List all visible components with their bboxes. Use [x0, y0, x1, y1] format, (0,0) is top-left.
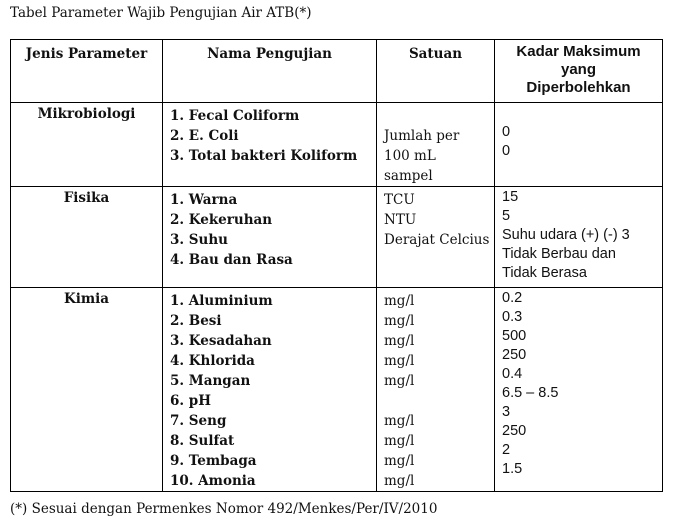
- unit-value: mg/l: [384, 373, 415, 389]
- header-kadar-line: yang: [560, 61, 596, 78]
- category-label: Kimia: [63, 291, 110, 307]
- test-name: 2. Kekeruhan: [170, 212, 273, 228]
- units-cell: [377, 103, 495, 187]
- unit-value: mg/l: [384, 453, 415, 469]
- header-kadar-line: Kadar Maksimum: [516, 43, 641, 60]
- category-cell: [11, 288, 163, 492]
- group-row-kimia: [11, 288, 663, 492]
- tests-cell: [163, 103, 377, 187]
- max-value: 2: [502, 442, 511, 458]
- max-value: 0.2: [502, 290, 523, 306]
- test-name: 1. Aluminium: [170, 293, 273, 309]
- max-value: 3: [502, 404, 511, 420]
- test-name: 5. Mangan: [170, 373, 251, 389]
- max-value: 0.3: [502, 309, 523, 325]
- tests-cell: [163, 187, 377, 288]
- header-satuan: Satuan: [377, 40, 495, 103]
- unit-value: mg/l: [384, 293, 415, 309]
- max-value: Tidak Berbau dan: [502, 246, 616, 262]
- max-value: 0: [502, 124, 511, 140]
- unit-value: mg/l: [384, 413, 415, 429]
- unit-value: mg/l: [384, 353, 415, 369]
- test-name: 2. E. Coli: [170, 128, 239, 144]
- test-name: 6. pH: [170, 393, 211, 409]
- max-value: [502, 104, 662, 123]
- test-name: 9. Tembaga: [170, 453, 257, 469]
- header-row: [11, 40, 663, 103]
- header-kadar-maksimum: [495, 40, 663, 103]
- test-name: 7. Seng: [170, 413, 227, 429]
- max-value: Suhu udara (+) (-) 3: [502, 227, 630, 243]
- test-name: 4. Khlorida: [170, 353, 255, 369]
- group-row-fisika: [11, 187, 663, 288]
- table-title: Tabel Parameter Wajib Pengujian Air ATB(*): [10, 5, 312, 21]
- category-cell: [11, 103, 163, 187]
- max-value: Tidak Berasa: [502, 265, 587, 281]
- test-name: 8. Sulfat: [170, 433, 235, 449]
- max-value: 1.5: [502, 461, 523, 477]
- group-row-mikrobiologi: [11, 103, 663, 187]
- test-name: 3. Kesadahan: [170, 333, 272, 349]
- units-cell: [377, 288, 495, 492]
- category-label: Fisika: [63, 190, 110, 206]
- test-name: 3. Suhu: [170, 232, 228, 248]
- test-name: 1. Fecal Coliform: [170, 108, 300, 124]
- header-jenis-parameter: Jenis Parameter: [11, 40, 163, 103]
- category-label: Mikrobiologi: [37, 106, 136, 122]
- unit-value: TCU: [384, 192, 415, 208]
- max-value: 15: [502, 189, 519, 205]
- unit-value: mg/l: [384, 313, 415, 329]
- values-cell: [495, 288, 663, 492]
- unit-value: NTU: [384, 212, 417, 228]
- max-value: 6.5 – 8.5: [502, 385, 559, 401]
- unit-value: Jumlah per: [384, 128, 460, 144]
- test-name: 10. Amonia: [170, 473, 256, 489]
- unit-value: mg/l: [384, 333, 415, 349]
- values-cell: [495, 103, 663, 187]
- max-value: 0: [502, 143, 511, 159]
- unit-value: [384, 391, 494, 411]
- test-name: 3. Total bakteri Koliform: [170, 148, 358, 164]
- units-cell: [377, 187, 495, 288]
- test-name: 4. Bau dan Rasa: [170, 252, 293, 268]
- unit-value: 100 mL: [384, 148, 436, 164]
- values-cell: [495, 187, 663, 288]
- test-name: 2. Besi: [170, 313, 222, 329]
- unit-value: mg/l: [384, 473, 415, 489]
- header-kadar-line: Diperbolehkan: [526, 79, 631, 96]
- max-value: 5: [502, 208, 511, 224]
- category-cell: [11, 187, 163, 288]
- parameter-table: [10, 39, 663, 492]
- test-name: 1. Warna: [170, 192, 238, 208]
- unit-value: sampel: [384, 168, 433, 184]
- unit-value: mg/l: [384, 433, 415, 449]
- max-value: 250: [502, 347, 527, 363]
- max-value: 250: [502, 423, 527, 439]
- unit-value: Derajat Celcius: [384, 232, 490, 248]
- unit-value: [384, 106, 494, 126]
- header-nama-pengujian: Nama Pengujian: [163, 40, 377, 103]
- footnote: (*) Sesuai dengan Permenkes Nomor 492/Menkes/Per/IV/2010: [10, 501, 438, 517]
- tests-cell: [163, 288, 377, 492]
- max-value: 0.4: [502, 366, 523, 382]
- max-value: 500: [502, 328, 527, 344]
